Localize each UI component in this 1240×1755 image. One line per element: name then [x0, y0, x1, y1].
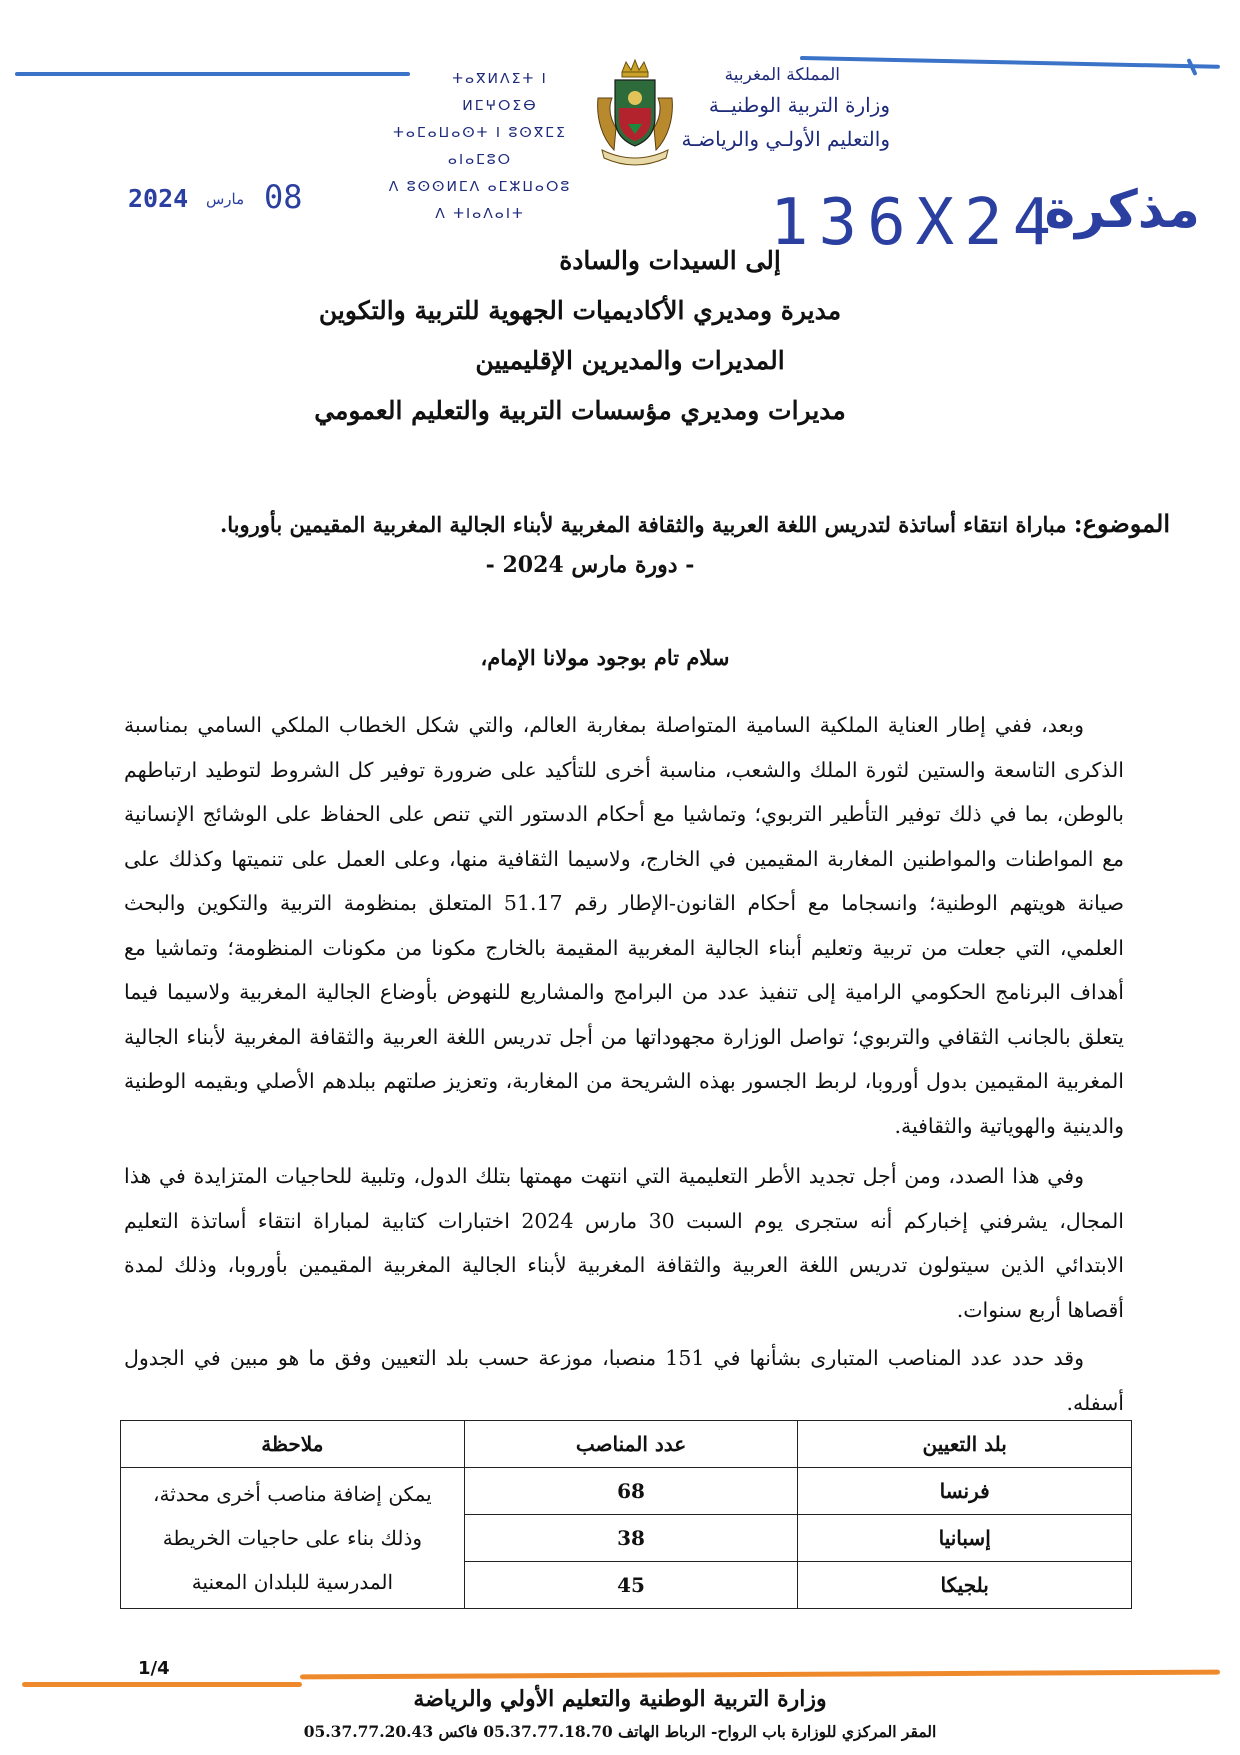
kingdom-name: المملكة المغربية — [724, 65, 840, 85]
header-note: ملاحظة — [121, 1421, 465, 1468]
subject — [130, 502, 1170, 547]
addressees — [260, 236, 900, 436]
header-rule-left — [15, 72, 410, 76]
subject-label: الموضوع: — [1073, 509, 1170, 538]
tifinagh-line-1: ⵜⴰⴳⵍⴷⵉⵜ ⵏ ⵍⵎⵖⵔⵉⴱ — [452, 71, 548, 114]
footer-rule-right — [300, 1670, 1220, 1680]
row-country: إسبانيا — [798, 1515, 1132, 1562]
posts-allocation-table — [120, 1420, 1132, 1609]
ministry-header-ar — [590, 62, 890, 156]
paragraph-3: وقد حدد عدد المناصب المتبارى بشأنها في 151 منصبا، موزعة حسب بلد التعيين وفق ما هو مبين في الجدول أسفله. — [124, 1346, 1124, 1415]
header-posts: عدد المناصب — [464, 1421, 798, 1468]
row-posts: 38 — [464, 1515, 798, 1562]
memo-label: مذكرة — [1044, 180, 1200, 240]
row-posts: 68 — [464, 1468, 798, 1515]
addressee-line-4: مديرات ومديري مؤسسات التربية والتعليم العمومي — [314, 396, 846, 425]
date-stamp — [128, 178, 328, 218]
subject-text: مباراة انتقاء أساتذة لتدريس اللغة العربية والثقافة المغربية لأبناء الجالية المغربية المقيمين بأوروبا. — [219, 512, 1074, 537]
page-number: 1/4 — [138, 1658, 170, 1679]
table-header-row — [121, 1421, 1132, 1468]
table-note: يمكن إضافة مناصب أخرى محدثة، وذلك بناء على حاجيات الخريطة المدرسية للبلدان المعنية — [121, 1468, 465, 1609]
ministry-name-line-1: وزارة التربية الوطنيــة — [708, 93, 890, 117]
paragraph-2: وفي هذا الصدد، ومن أجل تجديد الأطر التعليمية التي انتهت مهمتها بتلك الدول، وتلبية للحاجيات المتزايدة في هذا المجال، يشرفني إخباركم أنه ستجرى يوم السبت 30 مارس 2024 اختبارات كتابية لمباراة انتقاء أساتذة التعليم الابتدائي الذين سيتولون تدريس اللغة العربية والثقافة المغربية لأبناء الجالية المغربية المقيمين بأوروبا، وذلك لمدة أقصاها أربع سنوات. — [124, 1164, 1124, 1322]
subject-session: - دورة مارس 2024 - — [485, 552, 695, 578]
memo-number: 136X24 — [770, 186, 1062, 260]
addressee-line-1: إلى السيدات والسادة — [559, 246, 781, 275]
addressee-line-3: المديرات والمديرين الإقليميين — [475, 346, 785, 375]
table-row — [121, 1468, 1132, 1515]
header-country: بلد التعيين — [798, 1421, 1132, 1468]
addressee-line-2: مديرة ومديري الأكاديميات الجهوية للتربية والتكوين — [318, 296, 842, 325]
paragraph-1: وبعد، ففي إطار العناية الملكية السامية المتواصلة بمغاربة العالم، والتي شكل الخطاب الملكي السامي بمناسبة الذكرى التاسعة والستين لثورة الملك والشعب، مناسبة أخرى للتأكيد على ضرورة توفير كل الشروط لتوطيد ارتباطهم بالوطن، بما في ذلك توفير التأطير التربوي؛ وتماشيا مع أحكام الدستور التي تنص على الحفاظ على الوشائج الإنسانية مع المواطنات والمواطنين المغاربة المقيمين في الخارج، ولاسيما الثقافية منها، وعلى العمل على تنميتها وكذلك على صيانة هويتهم الوطنية؛ وانسجاما مع أحكام القانون-الإطار رقم 51.17 المتعلق بمنظومة التربية والتكوين والبحث العلمي، التي جعلت من تربية وتعليم أبناء الجالية المغربية المقيمة بالخارج مكونا من مكونات المنظومة؛ وتماشيا مع أهداف البرنامج الحكومي الرامية إلى تنفيذ عدد من البرامج والمشاريع للنهوض بأوضاع الجالية المغربية ولاسيما فيما يتعلق بالجانب الثقافي والتربوي؛ تواصل الوزارة مجهوداتها من أجل تدريس اللغة العربية والثقافة المغربية لأبناء الجالية المغربية المقيمين بدول أوروبا، لربط الجسور بهذه الشريحة من المغاربة، وتعزيز صلتهم ببلدهم الأصلي وبقيمه الوطنية والدينية والهوياتية والثقافية. — [124, 713, 1124, 1138]
row-country: بلجيكا — [798, 1562, 1132, 1609]
tifinagh-line-2: ⵜⴰⵎⴰⵡⴰⵙⵜ ⵏ ⵓⵙⴳⵎⵉ ⴰⵏⴰⵎⵓⵔ — [393, 125, 567, 168]
date-month: مارس — [206, 190, 245, 208]
footer-rule-left — [22, 1682, 302, 1687]
date-year: 2024 — [128, 184, 189, 213]
date-day: 08 — [264, 178, 303, 216]
ministry-name-line-2: والتعليم الأولـي والرياضـة — [681, 127, 890, 151]
row-country: فرنسا — [798, 1468, 1132, 1515]
row-posts: 45 — [464, 1562, 798, 1609]
tifinagh-line-3: ⴷ ⵓⵙⵙⵍⵎⴷ ⴰⵎⵣⵡⴰⵔⵓ ⴷ ⵜⵏⴰⴷⴰⵏⵜ — [388, 179, 572, 222]
greeting-text: سلام تام بوجود مولانا الإمام، — [480, 645, 730, 670]
tifinagh-header — [380, 66, 580, 228]
footer-ministry: وزارة التربية الوطنية والتعليم الأولي والرياضة — [413, 1686, 827, 1712]
footer-address: المقر المركزي للوزارة باب الرواح- الرباط الهاتف 05.37.77.18.70 فاكس 05.37.77.20.43 — [303, 1722, 937, 1741]
